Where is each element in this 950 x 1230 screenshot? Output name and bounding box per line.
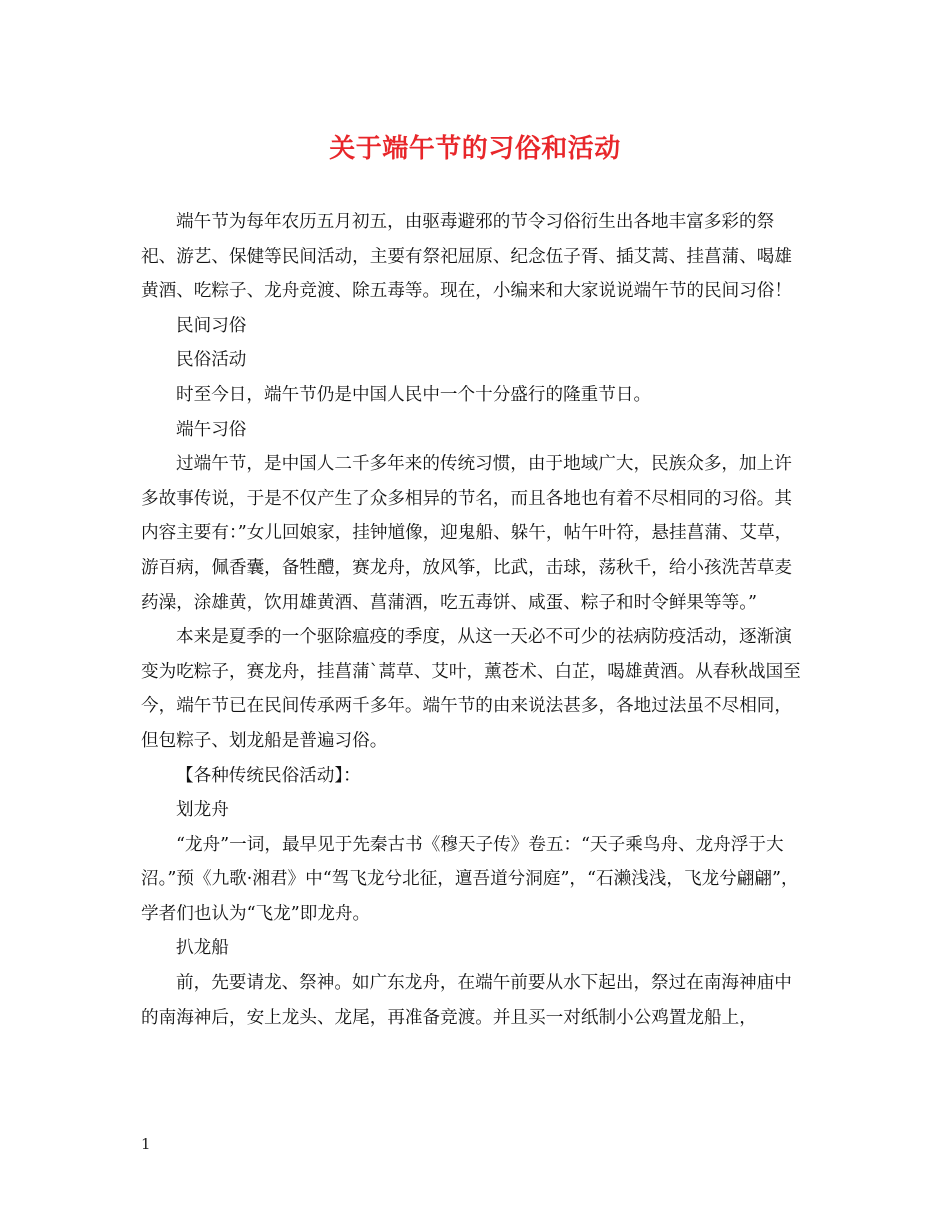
document-body: [141, 205, 801, 1035]
document-title: 关于端午节的习俗和活动: [329, 134, 621, 164]
paragraph-intro: 端午节为每年农历五月初五，由驱毒避邪的节令习俗衍生出各地丰富多彩的祭祀、游艺、保健等民间活动，主要有祭祀屈原、纪念伍子胥、插艾蒿、挂菖蒲、喝雄黄酒、吃粽子、龙舟竞渡、除五毒等。现在，小编来和大家说说端午节的民间习俗！: [141, 212, 792, 302]
heading-dragon-boat: 划龙舟: [176, 800, 229, 821]
heading-folk-customs: 民间习俗: [176, 315, 247, 336]
paragraph-dragon-boat: “龙舟”一词，最早见于先秦古书《穆天子传》卷五：“天子乘鸟舟、龙舟浮于大沼。”预《九歌·湘君》中“驾飞龙兮北征，邅吾道兮洞庭”，“石濑浅浅，飞龙兮翩翩”，学者们也认为“飞龙”即龙舟。: [141, 834, 799, 924]
heading-traditional-activities: 【各种传统民俗活动】：: [176, 765, 361, 786]
paragraph-origin: 本来是夏季的一个驱除瘟疫的季度，从这一天必不可少的祛病防疫活动，逐渐演变为吃粽子，赛龙舟，挂菖蒲`蒿草、艾叶，薰苍术、白芷，喝雄黄酒。从春秋战国至今，端午节已在民间传承两千多年。端午节的由来说法甚多，各地过法虽不尽相同，但包粽子、划龙船是普遍习俗。: [141, 627, 801, 751]
page-number: 1: [141, 1135, 151, 1153]
paragraph-customs-list: 过端午节，是中国人二千多年来的传统习惯，由于地域广大，民族众多，加上许多故事传说，于是不仅产生了众多相异的节名，而且各地也有着不尽相同的习俗。其内容主要有：”女儿回娘家，挂钟馗像，迎鬼船、躲午，帖午叶符，悬挂菖蒲、艾草，游百病，佩香囊，备牲醴，赛龙舟，放风筝，比武，击球，荡秋千，给小孩洗苦草麦药澡，涂雄黄，饮用雄黄酒、菖蒲酒，吃五毒饼、咸蛋、粽子和时令鲜果等等。”: [141, 454, 793, 613]
paragraph-pa-long-chuan: 前，先要请龙、祭神。如广东龙舟，在端午前要从水下起出，祭过在南海神庙中的南海神后，安上龙头、龙尾，再准备竞渡。并且买一对纸制小公鸡置龙船上，: [141, 973, 792, 1028]
heading-duanwu-customs: 端午习俗: [176, 419, 247, 440]
heading-folk-activities: 民俗活动: [176, 350, 247, 371]
heading-pa-long-chuan: 扒龙船: [176, 938, 229, 959]
paragraph-today: 时至今日，端午节仍是中国人民中一个十分盛行的隆重节日。: [176, 384, 652, 405]
